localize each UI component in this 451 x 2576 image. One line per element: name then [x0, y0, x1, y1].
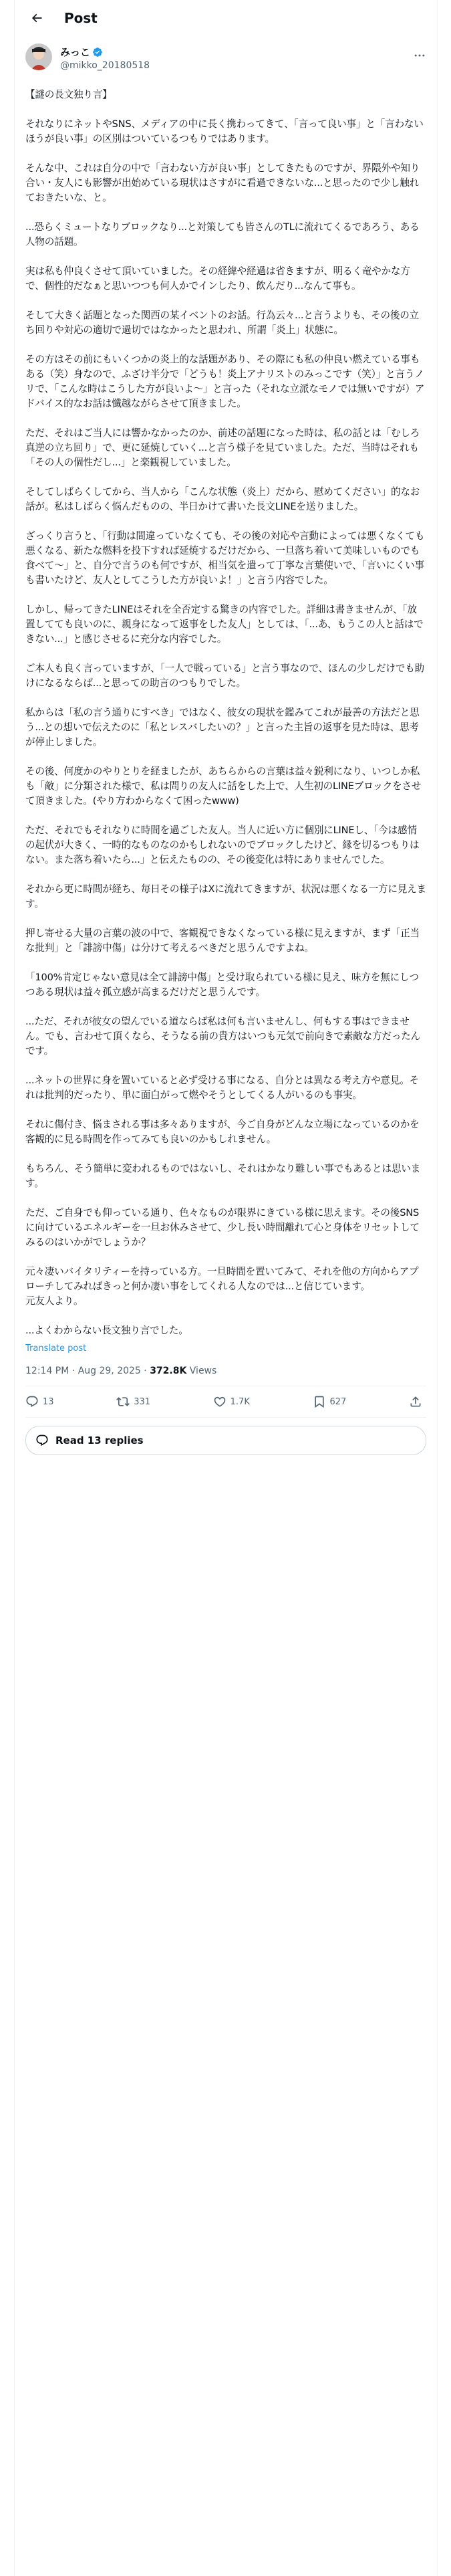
- back-button[interactable]: [25, 7, 48, 29]
- repost-icon: [116, 1395, 130, 1408]
- bookmark-icon: [313, 1395, 326, 1408]
- display-name[interactable]: みっこ: [60, 46, 91, 58]
- top-bar: [15, 0, 437, 35]
- author-handle[interactable]: @mikko_20180518: [60, 60, 150, 71]
- post-paragraph: そしてしばらくしてから、当人から「こんな状態（炎上）だから、慰めてください」的なお話が。私はしばらく悩んだものの、半日かけて書いた長文LINEを送りました。: [25, 486, 420, 512]
- post-paragraph: しかし、帰ってきたLINEはそれを全否定する驚きの内容でした。詳細は書きませんが、「放置してても良いのに、親身になって返事をした友人」としては、「...あ、もうこの人と話はできない...」と感じさせるに充分な内容でした。: [25, 604, 424, 645]
- read-replies-label: Read 13 replies: [55, 1434, 144, 1446]
- post-meta: [25, 1354, 426, 1386]
- translate-post-link[interactable]: Translate post: [25, 1344, 87, 1354]
- post-paragraph: 押し寄せる大量の言葉の波の中で、客観視できなくなっている様に見えますが、まず「正当な批判」と「誹謗中傷」は分けて考えるべきだと思うんですよね。: [25, 928, 420, 954]
- post-time[interactable]: 12:14 PM: [25, 1366, 69, 1376]
- meta-separator: ·: [71, 1366, 78, 1376]
- post-paragraph: それから更に時間が経ち、毎日その様子はXに流れてきますが、状況は悪くなる一方に見えます。: [25, 883, 426, 909]
- page-title: Post: [64, 9, 98, 26]
- repost-button[interactable]: [116, 1395, 150, 1408]
- author-names: [60, 43, 413, 71]
- post-paragraph: ただ、それはご当人には響かなかったのか、前述の話題になった時は、私の話とは「むしろ真逆の立ち回り」で、更に延焼していく...と言う様子を見ていました。ただ、当時はそれも「その人の個性だし...」と楽観視していました。: [25, 427, 420, 468]
- meta-separator: ·: [144, 1366, 150, 1376]
- views-label: Views: [189, 1366, 217, 1376]
- reply-bubble-icon: [35, 1434, 49, 1447]
- share-button[interactable]: [409, 1395, 426, 1408]
- post-paragraph: ...よくわからない長文独り言でした。: [25, 1325, 188, 1336]
- post-paragraph: ...ネットの世界に身を置いていると必ず受ける事になる、自分とは異なる考え方や意見。それは批判的だったり、単に面白がって燃やそうとしてくる人がいるのも事実。: [25, 1075, 420, 1101]
- post-date[interactable]: Aug 29, 2025: [78, 1366, 141, 1376]
- heart-icon: [213, 1395, 227, 1408]
- avatar[interactable]: [25, 43, 52, 70]
- share-icon: [409, 1395, 422, 1408]
- action-bar: [25, 1386, 426, 1418]
- post-paragraph: そんな中、これは自分の中で「言わない方が良い事」としてきたものですが、界隈外や知り合い・友人にも影響が出始めている現状はさすがに看過できないな...と思ったので少し触れておきたいな、と。: [25, 163, 420, 203]
- post-text: [15, 76, 437, 1338]
- reply-count: 13: [43, 1396, 54, 1407]
- name-line: [60, 45, 413, 59]
- post-paragraph: ただ、それでもそれなりに時間を過ごした友人。当人に近い方に個別にLINEし、「今は感情の起伏が大きく、一時的なものなのかもしれないのでブロックしたけど、縁を切るつもりはない。また落ち着いたら...」と伝えたものの、その後変化は特にありませんでした。: [25, 825, 420, 865]
- post-paragraph: 私からは「私の言う通りにすべき」ではなく、彼女の現状を鑑みてこれが最善の方法だと思う...との想いで伝えたのに「私とレスバしたいの？」と言った主旨の返事を見た時は、思考が停止しました。: [25, 707, 420, 748]
- post-paragraph: 元々凄いバイタリティーを持っている方。一旦時間を置いてみて、それを他の方向からアプローチしてみればきっと何か凄い事をしてくれる人なのでは...と信じています。 元友人より。: [25, 1266, 419, 1307]
- like-count: 1.7K: [230, 1396, 250, 1407]
- post-paragraph: もちろん、そう簡単に変われるものではないし、それはかなり難しい事でもあるとは思います。: [25, 1163, 421, 1189]
- post-paragraph: 「100%肯定じゃない意見は全て誹謗中傷」と受け取られている様に見え、味方を無にしつつある現状は益々孤立感が高まるだけだと思うんです。: [25, 972, 419, 998]
- post-paragraph: それなりにネットやSNS、メディアの中に長く携わってきて、「言って良い事」と「言わないほうが良い事」の区別はついているつもりではあります。: [25, 118, 424, 144]
- post-paragraph: その後、何度かのやりとりを経ましたが、あちらからの言葉は益々鋭利になり、いつしか私も「敵」に分類された様で、私は問りの友人に話をした上で、人生初のLINEブロックをさせて頂きました。(やり方わからなくて困ったwww): [25, 766, 422, 807]
- repost-count: 331: [134, 1396, 151, 1407]
- post-paragraph: それに傷付き、悩まされる事は多々ありますが、今ご自身がどんな立場になっているのかを客観的に見る時間を作ってみても良いのかもしれません。: [25, 1119, 420, 1145]
- more-options-icon[interactable]: [413, 49, 426, 62]
- views-count: 372.8K: [150, 1366, 187, 1376]
- post-column: [14, 0, 438, 2576]
- post-paragraph: ご本人も良く言っていますが、「一人で戦っている」と言う事なので、ほんの少しだけでも助けになるならば...と思っての助言のつもりでした。: [25, 663, 424, 689]
- reply-button[interactable]: [25, 1395, 54, 1408]
- post-paragraph: ...ただ、それが彼女の望んでいる道ならば私は何も言いませんし、何もする事はできません。でも、言わせて頂くなら、そうなる前の貴方はいつも元気で前向きで素敵な方だったんです。: [25, 1016, 421, 1057]
- post-paragraph: ざっくり言うと、「行動は間違っていなくても、その後の対応や言動によっては悪くなくても悪くなる、新たな燃料を投下すれば延焼するだけだから、一旦落ち着いて美味しいものでも食べて〜」と、自分で言うのも何ですが、相当気を遣って丁寧な言葉使いで、「言いにくい事も書いたけど、友人としてこうした方が良いよ！」と言う内容でした。: [25, 530, 425, 586]
- post-paragraph: その方はその前にもいくつかの炎上的な話題があり、その際にも私の仲良い燃えている事もある（笑）身なので、ふざけ半分で「どうも！炎上アナリストのみっこです（笑）」と言うノリで、「こんな時はこうした方が良いよ～」と言った（それな立派なモノでは無いですが）アドバイス的なお話は懺越ながらさせて頂きました。: [25, 354, 425, 409]
- back-arrow-icon: [30, 11, 43, 25]
- read-replies-button[interactable]: [25, 1426, 426, 1455]
- bookmark-button[interactable]: [313, 1395, 347, 1408]
- avatar-image-icon: [25, 43, 52, 70]
- bookmark-count: 627: [329, 1396, 347, 1407]
- post-paragraph: ...恐らくミュートなりブロックなり...と対策しても皆さんのTLに流れてくるであろう、ある人物の話題。: [25, 221, 420, 247]
- post-paragraph: そして大きく話題となった関西の某イベントのお話。行為云々...と言うよりも、その後の立ち回りや対応の適切で過切ではなかったと思われ、所謂「炎上」状態に。: [25, 310, 420, 336]
- author-row: [15, 35, 437, 76]
- post-paragraph: 【謎の長文独り言】: [25, 89, 112, 100]
- post-paragraph: 実は私も仲良くさせて頂いていました。その経緯や経過は省きますが、明るく竜やかな方で、個性的だなぁと思いつつも何人かでインしたり、飲んだり...なんて事も。: [25, 265, 410, 292]
- verified-badge-icon: [92, 47, 103, 58]
- like-button[interactable]: [213, 1395, 250, 1408]
- post-paragraph: ただ、ご自身でも仰っている通り、色々なものが限界にきている様に思えます。その後SNSに向けているエネルギーを一旦お休みさせて、少し長い時間離れて心と身体をリセットしてみるのはいかがでしょうか？: [25, 1207, 420, 1248]
- reply-icon: [25, 1395, 39, 1408]
